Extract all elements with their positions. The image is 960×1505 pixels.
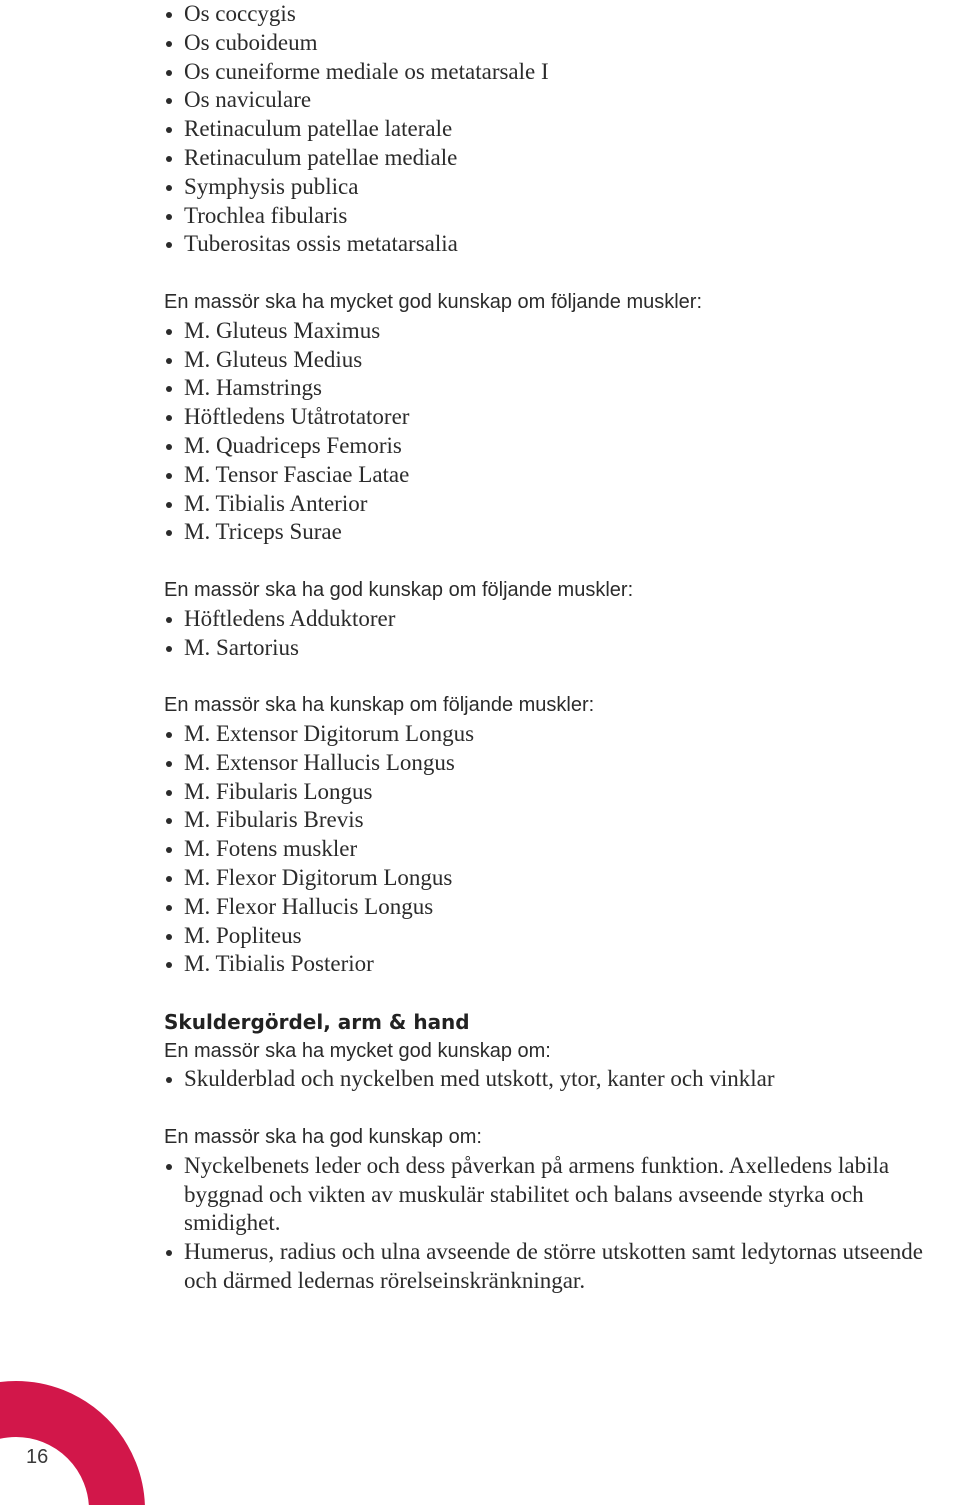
section-intro: En massör ska ha god kunskap om följande muskler: xyxy=(164,578,634,601)
list-item: Höftledens Utåtrotatorer xyxy=(164,403,960,432)
section-heading: Skuldergördel, arm & hand xyxy=(164,1009,470,1034)
list-item: M. Gluteus Medius xyxy=(164,346,960,375)
list-item: Retinaculum patellae laterale xyxy=(164,115,960,144)
list-item: Symphysis publica xyxy=(164,173,960,202)
list-item: M. Triceps Surae xyxy=(164,518,960,547)
list-item: M. Hamstrings xyxy=(164,374,960,403)
section-intro: En massör ska ha kunskap om följande muskler: xyxy=(164,694,595,717)
list-item: M. Extensor Digitorum Longus xyxy=(164,720,960,749)
list-item: M. Fibularis Brevis xyxy=(164,806,960,835)
good-muscles-list xyxy=(164,605,960,663)
list-item: M. Quadriceps Femoris xyxy=(164,432,960,461)
section-intro: En massör ska ha mycket god kunskap om följande muskler: xyxy=(164,290,703,313)
section-intro: En massör ska ha mycket god kunskap om: xyxy=(164,1039,551,1062)
list-item: Skulderblad och nyckelben med utskott, ytor, kanter och vinklar xyxy=(164,1065,960,1094)
list-item: Os coccygis xyxy=(164,0,960,29)
list-item: M. Fibularis Longus xyxy=(164,778,960,807)
list-item: M. Gluteus Maximus xyxy=(164,317,960,346)
list-item: M. Flexor Digitorum Longus xyxy=(164,864,960,893)
list-item: M. Fotens muskler xyxy=(164,835,960,864)
list-item: M. Tensor Fasciae Latae xyxy=(164,461,960,490)
page-number: 16 xyxy=(26,1446,49,1468)
list-item: Tuberositas ossis metatarsalia xyxy=(164,230,960,259)
page-number-ring xyxy=(0,1360,160,1505)
list-item: M. Popliteus xyxy=(164,922,960,951)
list-item: Os naviculare xyxy=(164,86,960,115)
list-item: Humerus, radius och ulna avseende de större utskotten samt ledytornas utseende och därmed ledernas rörelseinskränkningar. xyxy=(164,1238,960,1296)
list-item: Os cuneiforme mediale os metatarsale I xyxy=(164,58,960,87)
list-item: M. Tibialis Posterior xyxy=(164,950,960,979)
list-item: M. Flexor Hallucis Longus xyxy=(164,893,960,922)
list-item: M. Tibialis Anterior xyxy=(164,490,960,519)
very-good-muscles-list xyxy=(164,317,960,547)
list-item: M. Extensor Hallucis Longus xyxy=(164,749,960,778)
list-item: Retinaculum patellae mediale xyxy=(164,144,960,173)
bone-list xyxy=(164,0,960,259)
list-item: Os cuboideum xyxy=(164,29,960,58)
section-intro: En massör ska ha god kunskap om: xyxy=(164,1126,482,1149)
list-item: Trochlea fibularis xyxy=(164,202,960,231)
shoulder-very-good-list xyxy=(164,1065,960,1094)
muscles-list xyxy=(164,720,960,979)
shoulder-good-list xyxy=(164,1152,960,1296)
list-item: Höftledens Adduktorer xyxy=(164,605,960,634)
list-item: M. Sartorius xyxy=(164,634,960,663)
list-item: Nyckelbenets leder och dess påverkan på armens funktion. Axelledens labila byggnad och vikten av muskulär stabilitet och balans avseende styrka och smidighet. xyxy=(164,1152,960,1238)
page-content xyxy=(164,0,960,1296)
